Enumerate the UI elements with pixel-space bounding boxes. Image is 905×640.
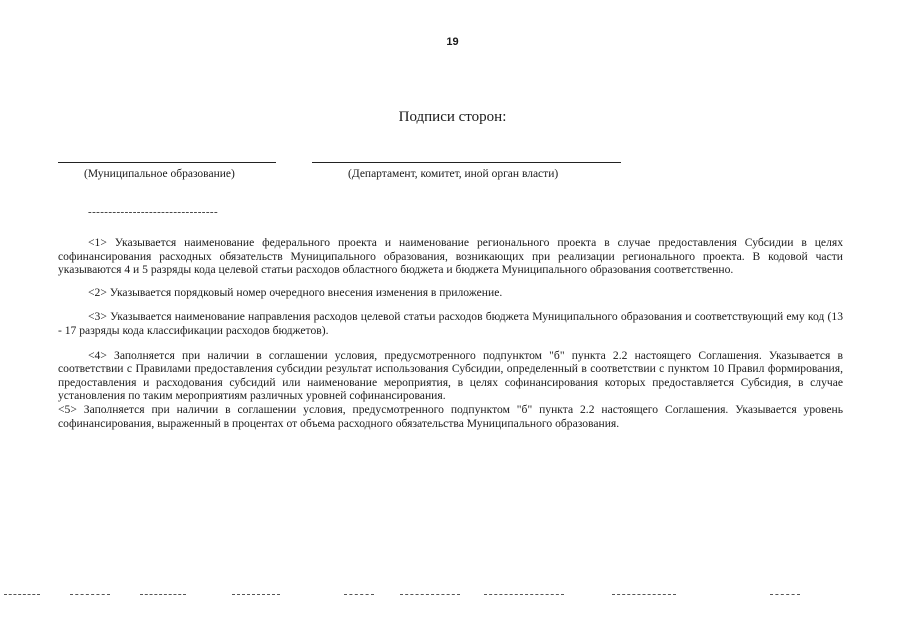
scan-dash	[70, 594, 110, 595]
page-number: 19	[446, 36, 459, 48]
scan-dash	[612, 594, 676, 595]
footnote-3: <3> Указывается наименование направления расходов целевой статьи расходов бюджета Муниципального образования и соответствующий ему код (13 - 17 разряды кода классификации расходов бюджетов).	[58, 310, 843, 337]
footnotes-block	[58, 236, 843, 430]
footnote-2: <2> Указывается порядковый номер очередного внесения изменения в приложение.	[88, 285, 503, 299]
scan-dash	[344, 594, 374, 595]
scan-dash	[400, 594, 460, 595]
footnote-1: <1> Указывается наименование федерального проекта и наименование регионального проекта в случае предоставления Субсидии в целях софинансирования расходных обязательств Муниципального образования, возникающих при реализации регионального проекта. В кодовой части указываются 4 и 5 разряды кода целевой статьи расходов областного бюджета и бюджета Муниципального образования соответственно.	[58, 236, 843, 277]
scan-dash	[232, 594, 280, 595]
footnote-4: <4> Заполняется при наличии в соглашении условия, предусмотренного подпунктом "б" пункта 2.2 настоящего Соглашения. Указывается в соответствии с Правилами предоставления субсидии результат использования Субсидии, определенный в соответствии с пунктом 10 Правил формирования, предоставления и расходования субсидий или наименование мероприятия, в целях софинансирования которых предоставляется Субсидия, в случае установления по таким мероприятиям различных уровней софинансирования.	[58, 348, 843, 403]
signature-line-municipality	[58, 162, 276, 163]
scan-artifact-dashes	[0, 594, 905, 598]
scan-dash	[140, 594, 186, 595]
signature-caption-department: (Департамент, комитет, иной орган власти)	[348, 168, 559, 180]
footnote-separator: --------------------------------	[88, 206, 219, 218]
scan-dash	[770, 594, 800, 595]
signature-caption-municipality: (Муниципальное образование)	[84, 168, 235, 180]
footnote-5: <5> Заполняется при наличии в соглашении условия, предусмотренного подпунктом "б" пункта 2.2 настоящего Соглашения. Указывается уровень софинансирования, выраженный в процентах от объема расходного обязательства Муниципального образования.	[58, 402, 843, 430]
signatures-heading: Подписи сторон:	[398, 109, 507, 125]
scan-dash	[484, 594, 564, 595]
signature-line-department	[312, 162, 621, 163]
scan-dash	[4, 594, 40, 595]
